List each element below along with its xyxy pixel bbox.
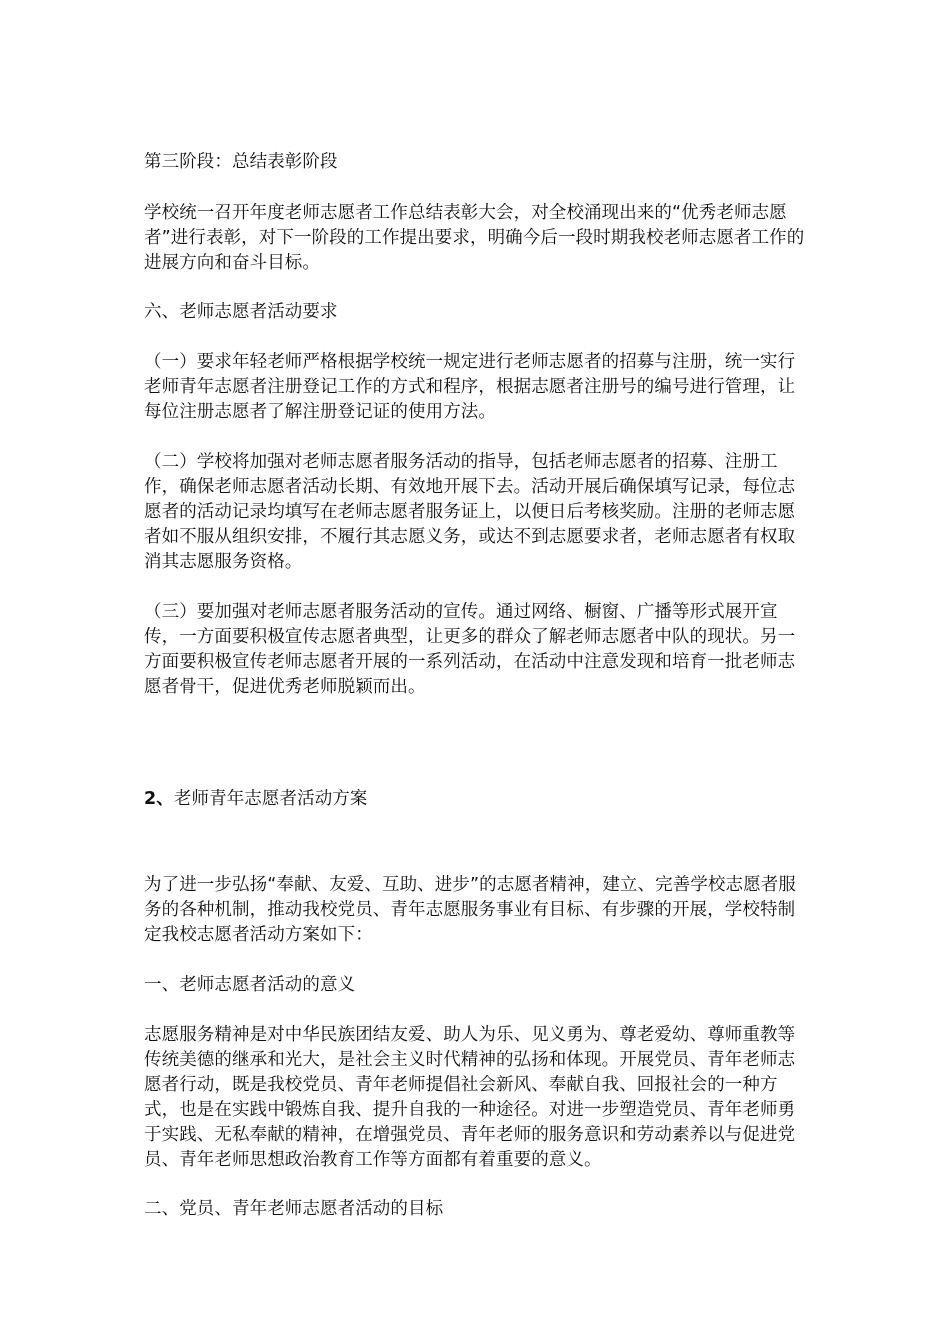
section-six-heading: 六、老师志愿者活动要求 bbox=[144, 302, 338, 322]
section-two-heading: 二、党员、青年老师志愿者活动的目标 bbox=[144, 1199, 444, 1219]
section-2-title: 老师青年志愿者活动方案 bbox=[173, 789, 368, 809]
significance-paragraph: 志愿服务精神是对中华民族团结友爱、助人为乐、见义勇为、尊老爱幼、尊师重教等传统美德的继承和光大，是社会主义时代精神的弘扬和体现。开展党员、青年老师志愿者行动，既是我校党员、青年老师提倡社会新风、奉献自我、回报社会的一种方式，也是在实践中锻炼自我、提升自我的一种途径。对进一步塑造党员、青年老师勇于实践、无私奉献的精神，在增强党员、青年老师的服务意识和劳动素养以与促进党员、青年老师思想政治教育工作等方面都有着重要的意义。 bbox=[144, 1025, 796, 1170]
section-2-heading bbox=[144, 787, 809, 812]
stage-three-heading: 第三阶段：总结表彰阶段 bbox=[144, 152, 338, 172]
requirement-item-1: （一）要求年轻老师严格根据学校统一规定进行老师志愿者的招募与注册，统一实行老师青年志愿者注册登记工作的方式和程序，根据志愿者注册号的编号进行管理，让每位注册志愿者了解注册登记证的使用方法。 bbox=[144, 352, 796, 422]
plan-intro-paragraph: 为了进一步弘扬“奉献、友爱、互助、进步”的志愿者精神，建立、完善学校志愿者服务的各种机制，推动我校党员、青年志愿服务事业有目标、有步骤的开展，学校特制定我校志愿者活动方案如下： bbox=[144, 875, 796, 945]
paragraph-summary-commendation: 学校统一召开年度老师志愿者工作总结表彰大会，对全校涌现出来的“优秀老师志愿者”进行表彰，对下一阶段的工作提出要求，明确今后一段时期我校老师志愿者工作的进展方向和奋斗目标。 bbox=[144, 203, 805, 273]
requirement-item-2: （二）学校将加强对老师志愿者服务活动的指导，包括老师志愿者的招募、注册工作，确保老师志愿者活动长期、有效地开展下去。活动开展后确保填写记录，每位志愿者的活动记录均填写在老师志愿者服务证上，以便日后考核奖励。注册的老师志愿者如不服从组织安排，不履行其志愿义务，或达不到志愿要求者，老师志愿者有权取消其志愿服务资格。 bbox=[144, 452, 796, 572]
requirement-item-3: （三）要加强对老师志愿者服务活动的宣传。通过网络、橱窗、广播等形式展开宣传，一方面要积极宣传志愿者典型，让更多的群众了解老师志愿者中队的现状。另一方面要积极宣传老师志愿者开展的一系列活动，在活动中注意发现和培育一批老师志愿者骨干，促进优秀老师脱颖而出。 bbox=[144, 602, 796, 697]
section-one-heading: 一、老师志愿者活动的意义 bbox=[144, 975, 356, 995]
section-2-number: 2、 bbox=[144, 789, 174, 809]
